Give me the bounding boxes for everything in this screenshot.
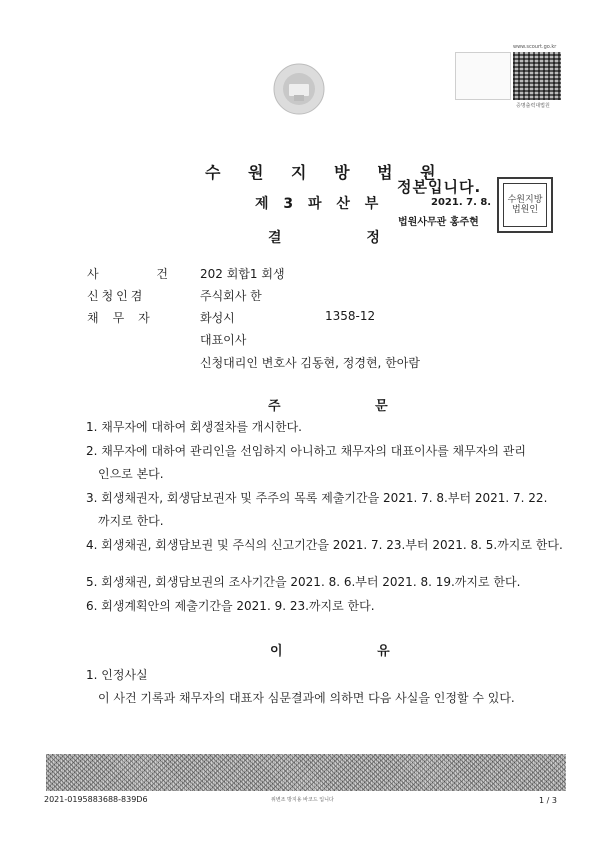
debtor-address-suffix: 1358-12 — [325, 309, 376, 323]
order-item-3: 3. 회생채권자, 회생담보권자 및 주주의 목록 제출기간을 2021. 7. 8.부터 2021. 7. 22. — [86, 491, 548, 505]
case-label: 사 건 — [87, 267, 195, 281]
representative: 대표이사 — [200, 333, 247, 347]
document-id: 2021-0195883688-839D6 — [44, 795, 148, 804]
debtor-label: 채무자 — [87, 311, 164, 325]
qr-caption: 증명출력대법원 — [516, 103, 550, 109]
order-item-6: 6. 회생계획안의 제출기간을 2021. 9. 23.까지로 한다. — [86, 599, 375, 613]
order-title: 주 문 — [268, 399, 433, 414]
anti-forgery-barcode — [46, 754, 566, 791]
reason-title: 이 유 — [270, 644, 435, 659]
applicant-label: 신청인겸 — [87, 289, 146, 303]
order-item-2: 2. 채무자에 대하여 관리인을 선임하지 아니하고 채무자의 대표이사를 채무자의 관리 — [86, 444, 526, 458]
applicant-value: 주식회사 한 — [200, 289, 262, 303]
certified-copy-label: 정본입니다. — [397, 178, 482, 196]
order-item-3-cont: 까지로 한다. — [98, 514, 164, 528]
court-emblem-icon — [272, 62, 326, 116]
reason-heading: 1. 인정사실 — [86, 668, 148, 682]
seal-text: 수원지방법원인 — [503, 183, 547, 227]
department: 제 3 파 산 부 — [255, 196, 384, 212]
attorneys: 신청대리인 변호사 김동현, 정경현, 한아람 — [200, 356, 420, 370]
footer-note: 위변조 방지용 바코드 입니다 — [271, 797, 334, 803]
stamp-box — [455, 52, 511, 100]
order-item-4: 4. 회생채권, 회생담보권 및 주식의 신고기간을 2021. 7. 23.부터 2021. 8. 5.까지로 한다. — [86, 538, 563, 552]
certification-date: 2021. 7. 8. — [431, 197, 492, 208]
order-item-5: 5. 회생채권, 회생담보권의 조사기간을 2021. 8. 6.부터 2021. 8. 19.까지로 한다. — [86, 575, 521, 589]
order-item-1: 1. 채무자에 대하여 회생절차를 개시한다. — [86, 420, 302, 434]
document-type: 결 정 — [268, 230, 420, 246]
reason-body: 이 사건 기록과 채무자의 대표자 심문결과에 의하면 다음 사실을 인정할 수 있다. — [98, 691, 515, 705]
case-value: 202 회합1 회생 — [200, 267, 285, 281]
court-name: 수 원 지 방 법 원 — [205, 163, 447, 182]
page-number: 1 / 3 — [539, 796, 557, 805]
qr-code-icon — [513, 52, 561, 100]
qr-url: www.scourt.go.kr — [513, 44, 557, 50]
order-item-2-cont: 인으로 본다. — [98, 467, 164, 481]
certification-officer: 법원사무관 홍주현 — [398, 217, 479, 228]
court-seal — [497, 177, 553, 233]
debtor-address-prefix: 화성시 — [200, 311, 235, 325]
